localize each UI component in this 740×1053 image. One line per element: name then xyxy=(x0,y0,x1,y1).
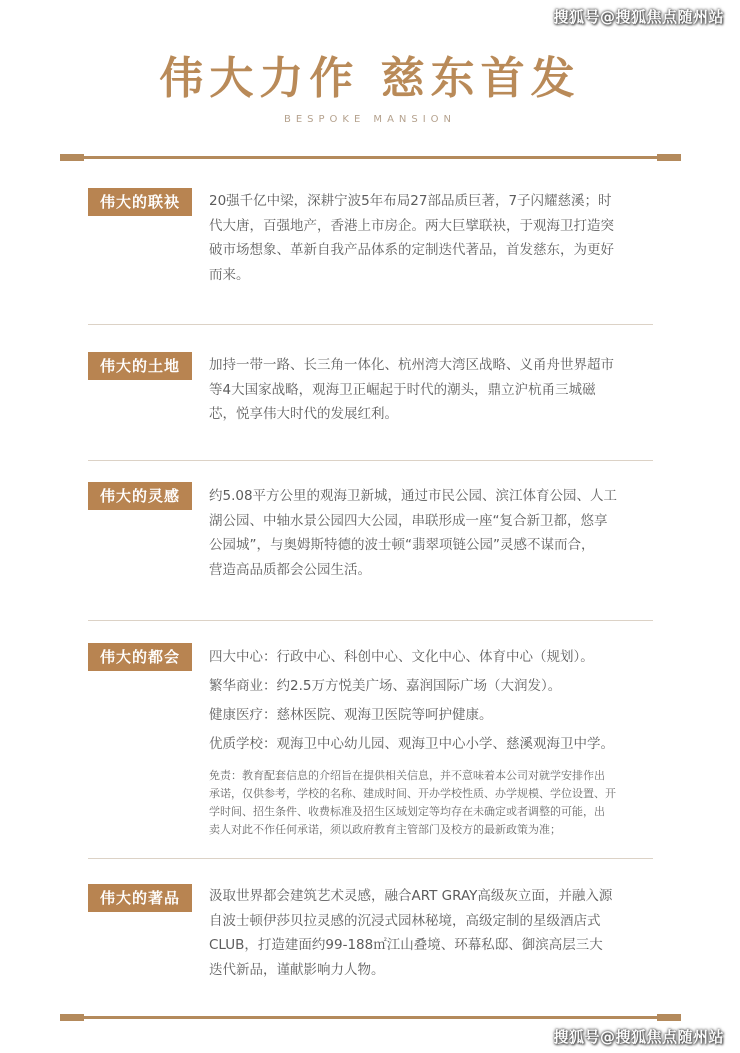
section-label-inspiration: 伟大的灵感 xyxy=(88,482,192,510)
section-body-inspiration xyxy=(209,484,657,582)
section-body-metropolis xyxy=(209,643,657,759)
section-body-land xyxy=(209,353,657,427)
section-divider xyxy=(88,324,653,325)
text-line: 代大唐，百强地产，香港上市房企。两大巨擘联袂，于观海卫打造突 xyxy=(209,217,614,234)
text-line: 约5.08平方公里的观海卫新城，通过市民公园、滨江体育公园、人工 xyxy=(209,488,618,504)
disclaimer-line: 学时间、招生条件、收费标准及招生区域划定等均存在未确定或者调整的可能，出 xyxy=(209,805,605,818)
section-divider xyxy=(88,460,653,461)
text-line: 等4大国家战略，观海卫正崛起于时代的潮头，鼎立沪杭甬三城磁 xyxy=(209,381,596,398)
section-body-partnership xyxy=(209,189,657,287)
text-line: 迭代新品，谨献影响力人物。 xyxy=(209,961,385,978)
list-item: 优质学校：观海卫中心幼儿园、观海卫中心小学、慈溪观海卫中学。 xyxy=(209,736,614,752)
disclaimer-line: 免责：教育配套信息的介绍旨在提供相关信息，并不意味着本公司对就学安排作出 xyxy=(209,769,605,782)
section-label-land: 伟大的土地 xyxy=(88,352,192,380)
text-line: 20强千亿中梁，深耕宁波5年布局27部品质巨著，7子闪耀慈溪；时 xyxy=(209,193,612,209)
list-item: 四大中心：行政中心、科创中心、文化中心、体育中心（规划）。 xyxy=(209,649,594,665)
section-label-partnership: 伟大的联袂 xyxy=(88,188,192,216)
list-item: 繁华商业：约2.5万方悦美广场、嘉润国际广场（大润发）。 xyxy=(209,678,562,694)
text-line: 自波士顿伊莎贝拉灵感的沉浸式园林秘境，高级定制的星级酒店式 xyxy=(209,912,601,929)
page-subtitle: BESPOKE MANSION xyxy=(283,114,457,125)
text-line: 而来。 xyxy=(209,266,250,283)
text-line: 芯，悦享伟大时代的发展红利。 xyxy=(209,406,398,422)
text-line: 公园城”，与奥姆斯特德的波士顿“翡翠项链公园”灵感不谋而合， xyxy=(209,537,595,553)
watermark-bottom: 搜狐号@搜狐焦点随州站 xyxy=(553,1028,724,1046)
top-rule xyxy=(60,156,681,159)
text-line: CLUB，打造建面约99-188㎡江山叠境、环幕私邸、御滨高层三大 xyxy=(209,937,603,953)
list-item: 健康医疗：慈林医院、观海卫医院等呵护健康。 xyxy=(209,707,493,723)
section-body-masterpiece xyxy=(209,884,657,982)
education-disclaimer xyxy=(209,767,657,839)
watermark-top: 搜狐号@搜狐焦点随州站 xyxy=(553,8,724,26)
disclaimer-line: 承诺，仅供参考，学校的名称、建成时间、开办学校性质、办学规模、学位设置、开 xyxy=(209,787,616,800)
text-line: 湖公园、中轴水景公园四大公园，串联形成一座“复合新卫都，悠享 xyxy=(209,512,608,529)
text-line: 破市场想象、革新自我产品体系的定制迭代著品，首发慈东，为更好 xyxy=(209,242,614,258)
text-line: 加持一带一路、长三角一体化、杭州湾大湾区战略、义甬舟世界超市 xyxy=(209,357,614,373)
bottom-rule xyxy=(60,1016,681,1019)
text-line: 营造高品质都会公园生活。 xyxy=(209,561,371,578)
section-label-metropolis: 伟大的都会 xyxy=(88,643,192,671)
page-title: 伟大力作 慈东首发 xyxy=(159,53,581,104)
section-divider xyxy=(88,620,653,621)
section-divider xyxy=(88,858,653,859)
section-label-masterpiece: 伟大的著品 xyxy=(88,884,192,912)
disclaimer-line: 卖人对此不作任何承诺，须以政府教育主管部门及校方的最新政策为准； xyxy=(209,823,561,836)
text-line: 汲取世界都会建筑艺术灵感，融合ART GRAY高级灰立面，并融入源 xyxy=(209,888,613,904)
